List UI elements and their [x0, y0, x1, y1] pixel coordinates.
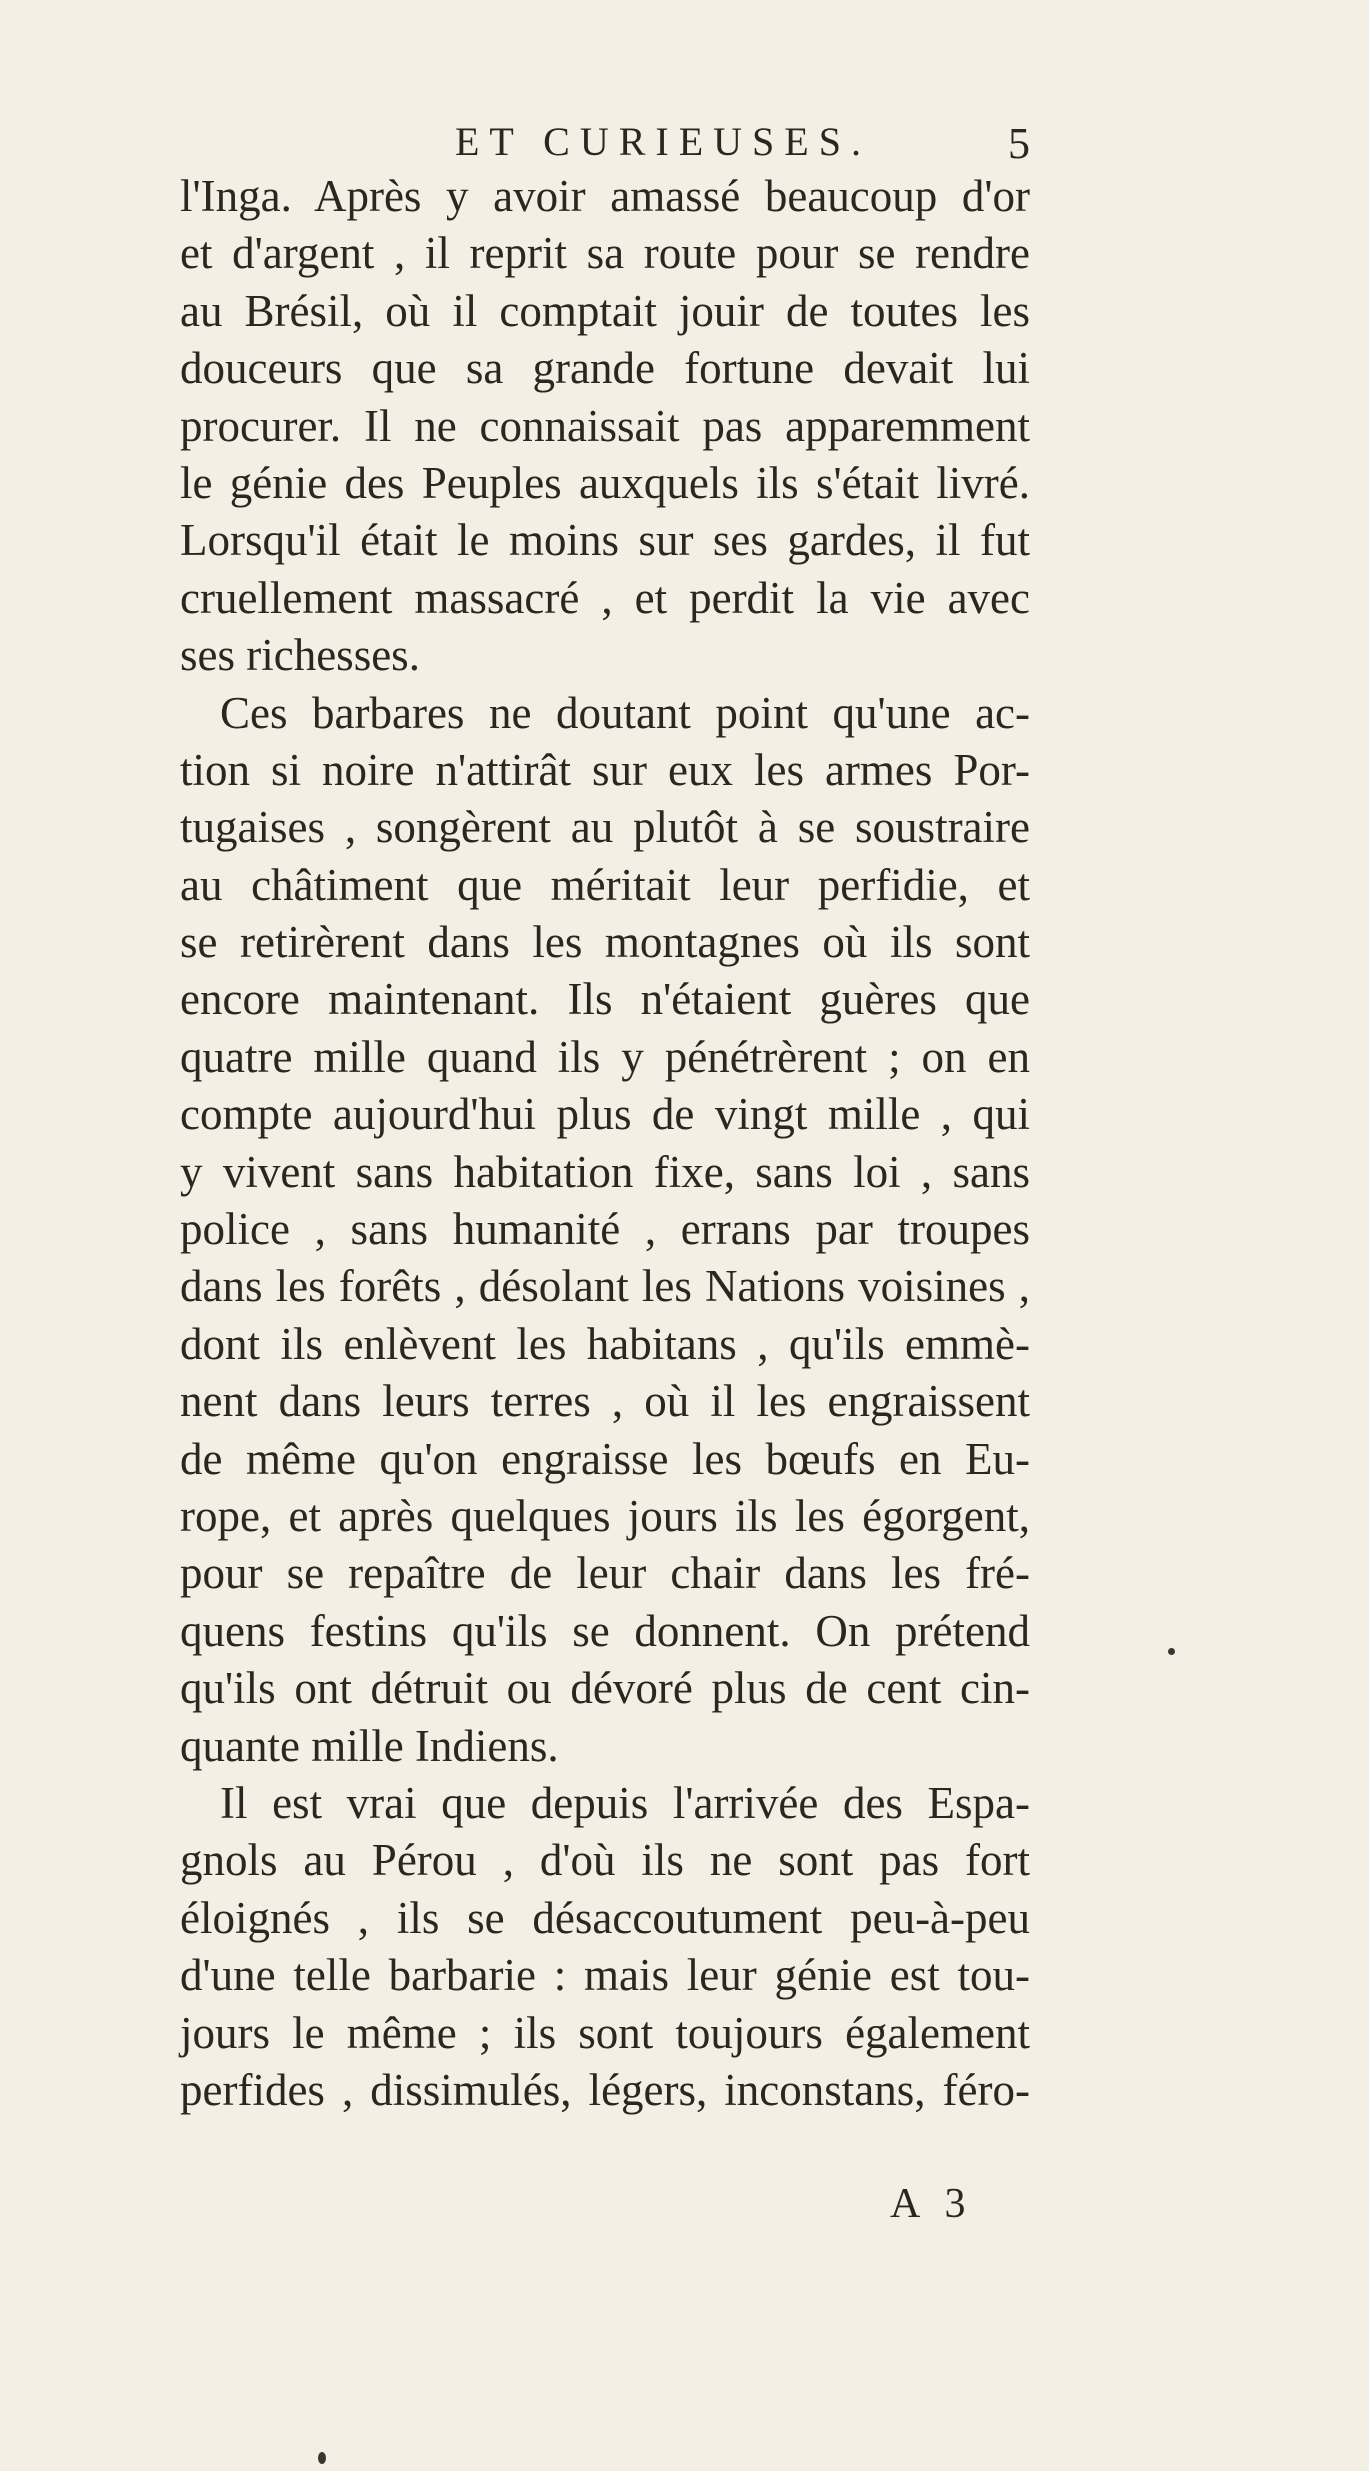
paragraph-end-line: ses richesses. [180, 630, 420, 681]
text-line: douceurs que sa grande fortune devait lui [180, 343, 1030, 394]
text-line: de même qu'on engraisse les bœufs en Eu- [180, 1433, 1030, 1484]
text-line: compte aujourd'hui plus de vingt mille , qui [180, 1089, 1030, 1140]
text-line: se retirèrent dans les montagnes où ils sont [180, 917, 1030, 968]
paragraph-end-line: quante mille Indiens. [180, 1720, 559, 1771]
text-line: le génie des Peuples auxquels ils s'était livré. [180, 457, 1030, 508]
text-line: quatre mille quand ils y pénétrèrent ; on en [180, 1031, 1030, 1082]
paragraph-start-line: Il est vrai que depuis l'arrivée des Espa- [220, 1777, 1030, 1828]
text-line: dont ils enlèvent les habitans , qu'ils emmè- [180, 1318, 1030, 1369]
text-line: quens festins qu'ils se donnent. On prétend [180, 1605, 1030, 1656]
text-line: gnols au Pérou , d'où ils ne sont pas fort [180, 1835, 1030, 1886]
text-line: tugaises , songèrent au plutôt à se soustraire [180, 802, 1030, 853]
text-line: rope, et après quelques jours ils les égorgent, [180, 1490, 1030, 1541]
text-line: tion si noire n'attirât sur eux les armes Por- [180, 744, 1030, 795]
text-line: nent dans leurs terres , où il les engraissent [180, 1376, 1030, 1427]
paragraph-start-line: Ces barbares ne doutant point qu'une ac- [220, 687, 1030, 738]
text-line: au Brésil, où il comptait jouir de toutes les [180, 285, 1030, 336]
body-text [180, 168, 1030, 2119]
text-line: police , sans humanité , errans par troupes [180, 1204, 1030, 1255]
text-line: jours le même ; ils sont toujours également [180, 2007, 1030, 2058]
text-line: qu'ils ont détruit ou dévoré plus de cent cin- [180, 1663, 1030, 1714]
text-line: l'Inga. Après y avoir amassé beaucoup d'or [180, 171, 1030, 221]
signature-mark: A 3 [890, 2181, 974, 2227]
text-line: pour se repaître de leur chair dans les fré- [180, 1548, 1030, 1599]
text-line: au châtiment que méritait leur perfidie, et [180, 859, 1030, 910]
ink-speck [318, 2452, 326, 2464]
text-line: encore maintenant. Ils n'étaient guères que [180, 974, 1030, 1025]
text-line: y vivent sans habitation fixe, sans loi , sans [180, 1146, 1030, 1197]
text-line: d'une telle barbarie : mais leur génie est tou- [180, 1950, 1030, 2001]
page-number: 5 [1008, 119, 1030, 168]
text-line: et d'argent , il reprit sa route pour se rendre [180, 228, 1030, 279]
text-line: procurer. Il ne connaissait pas apparemment [180, 400, 1030, 451]
text-line: Lorsqu'il était le moins sur ses gardes, il fut [180, 515, 1030, 566]
text-line: perfides , dissimulés, légers, inconstans, féro- [180, 2064, 1030, 2115]
text-line: cruellement massacré , et perdit la vie avec [180, 572, 1030, 623]
running-title: ET CURIEUSES. [455, 119, 871, 164]
ink-speck [1168, 1648, 1175, 1655]
text-line: éloignés , ils se désaccoutument peu-à-peu [180, 1892, 1030, 1943]
text-line: dans les forêts , désolant les Nations voisines , [180, 1261, 1030, 1312]
